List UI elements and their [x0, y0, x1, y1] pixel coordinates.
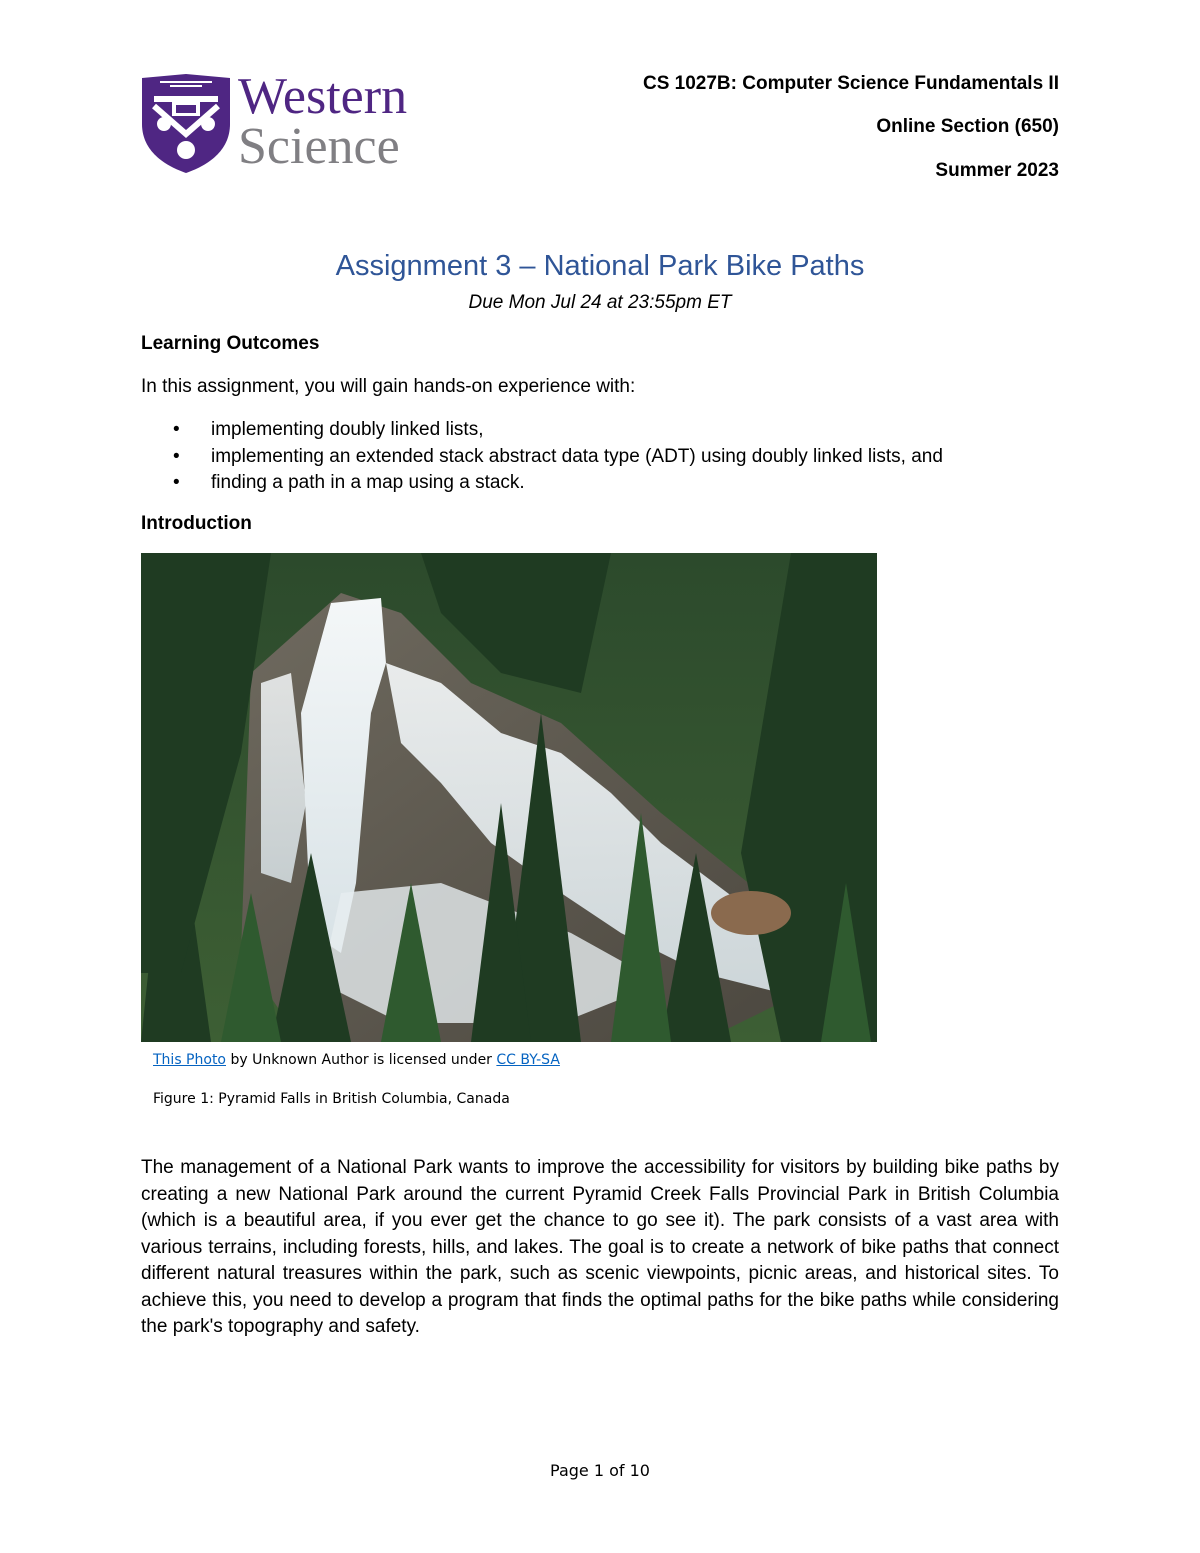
learning-outcomes-list	[141, 417, 943, 497]
western-science-logo	[140, 68, 460, 175]
waterfall-photo	[141, 553, 877, 1042]
logo-line-western: Western	[238, 68, 408, 125]
figure-caption: Figure 1: Pyramid Falls in British Columbia, Canada	[153, 1091, 510, 1107]
learning-outcomes-intro: In this assignment, you will gain hands-on experience with:	[141, 376, 636, 397]
course-section: Online Section (650)	[876, 116, 1059, 137]
course-term: Summer 2023	[935, 160, 1059, 181]
photo-credit-text: by Unknown Author is licensed under	[226, 1052, 497, 1068]
outcome-item: • implementing doubly linked lists,	[141, 417, 943, 444]
learning-outcomes-heading: Learning Outcomes	[141, 333, 320, 354]
university-shield-icon	[140, 72, 232, 174]
introduction-heading: Introduction	[141, 513, 252, 534]
this-photo-link[interactable]: This Photo	[153, 1052, 226, 1068]
photo-credit	[153, 1052, 560, 1068]
course-title: CS 1027B: Computer Science Fundamentals II	[642, 73, 1059, 94]
due-date: Due Mon Jul 24 at 23:55pm ET	[468, 292, 732, 313]
logo-wordmark	[238, 68, 408, 175]
outcome-item: • implementing an extended stack abstract data type (ADT) using doubly linked lists, and	[141, 444, 943, 471]
logo-line-science: Science	[238, 118, 400, 175]
page-number: Page 1 of 10	[550, 1461, 650, 1480]
outcome-item: • finding a path in a map using a stack.	[141, 470, 943, 497]
assignment-title: Assignment 3 – National Park Bike Paths	[335, 250, 865, 282]
license-link[interactable]: CC BY-SA	[496, 1052, 560, 1068]
introduction-paragraph: The management of a National Park wants to improve the accessibility for visitors by building bike paths by creating a new National Park around the current Pyramid Creek Falls Provincial Park in British Columbia (which is a beautiful area, if you ever get the chance to go see it). The park consists of a vast area with various terrains, including forests, hills, and lakes. The goal is to create a network of bike paths that connect different natural treasures within the park, such as scenic viewpoints, picnic areas, and historical sites. To achieve this, you need to develop a program that finds the optimal paths for the bike paths while considering the park's topography and safety.	[141, 1157, 1059, 1337]
